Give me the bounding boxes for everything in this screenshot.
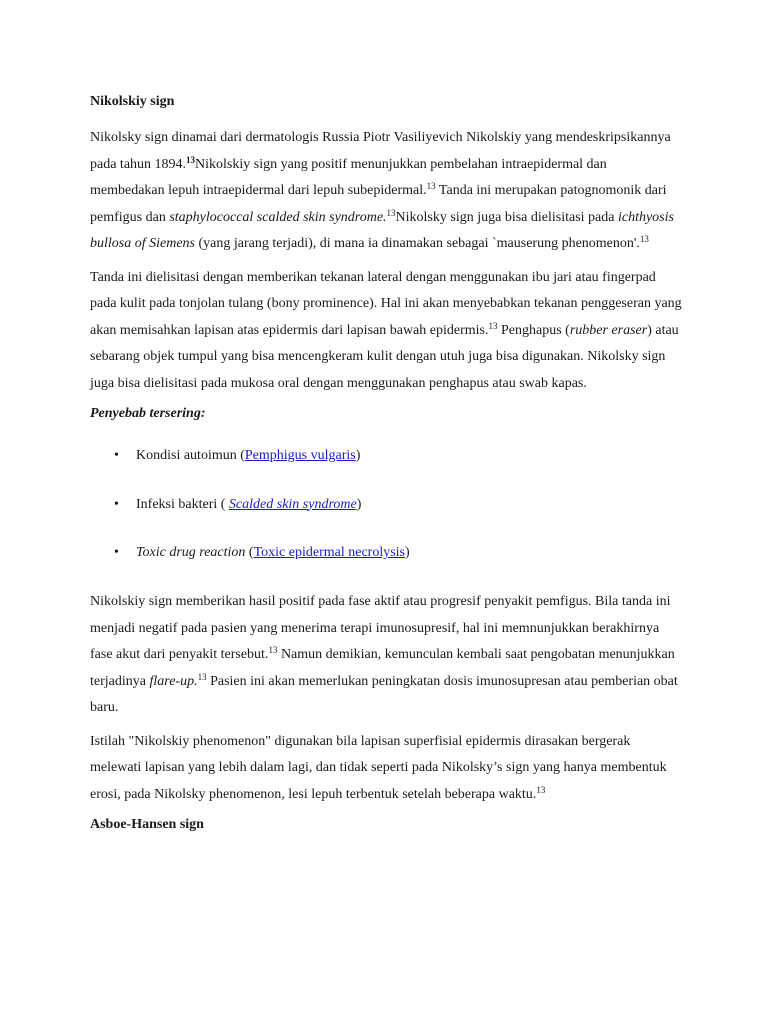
p3-text-2: Namun demikian, kemunculan kembali saat pengobatan menunjukkan terjadinya xyxy=(90,647,675,689)
p3-italic-term: flare-up. xyxy=(149,673,198,689)
cause-prefix: ( xyxy=(245,545,254,560)
p2-text-2: Penghapus ( xyxy=(497,322,570,338)
reference-superscript: 13 xyxy=(639,234,649,244)
p3-text-1: Nikolskiy sign memberikan hasil positif pada fase aktif atau progresif penyakit pemfigus. Bila tanda ini menjadi negatif pada pasien yang menerima terapi imunosupresif, hal ini memnunjukkan berakhirnya fase akut dari penyakit tersebut. xyxy=(90,594,671,662)
cause-prefix: Kondisi autoimun ( xyxy=(136,448,245,463)
reference-superscript: 13 xyxy=(268,645,278,655)
reference-superscript: 13 xyxy=(386,207,396,218)
paragraph-clinical-course xyxy=(90,589,682,722)
paragraph-technique xyxy=(90,265,682,398)
p1-text-4: Nikolsky sign juga bisa dielisitasi pada xyxy=(395,209,618,225)
section-heading-nikolskiy: Nikolskiy sign xyxy=(90,94,175,109)
cause-prefix: Infeksi bakteri ( xyxy=(136,496,229,512)
link-toxic-epidermal-necrolysis[interactable]: Toxic epidermal necrolysis xyxy=(253,545,405,560)
cause-suffix: ) xyxy=(355,448,361,463)
p1-text-5: (yang jarang terjadi), di mana ia dinamakan sebagai `mauserung phenomenon'. xyxy=(195,236,640,251)
p3-text-3: Pasien ini akan memerlukan peningkatan dosis imunosupresan atau pemberian obat baru. xyxy=(90,673,678,715)
paragraph-phenomenon xyxy=(90,729,682,809)
cause-suffix: ) xyxy=(405,545,410,560)
paragraph-origin xyxy=(90,125,682,258)
cause-italic-prefix: Toxic drug reaction xyxy=(136,545,246,560)
list-item xyxy=(90,446,682,466)
link-scalded-skin-syndrome[interactable]: Scalded skin syndrome xyxy=(228,496,357,512)
p1-italic-term-2: ichthyosis bullosa of Siemens xyxy=(90,209,674,251)
p1-italic-term-1: staphylococcal scalded skin syndrome. xyxy=(169,209,387,225)
reference-superscript: 13 xyxy=(186,154,196,165)
causes-list xyxy=(90,446,682,563)
link-pemphigus-vulgaris[interactable]: Pemphigus vulgaris xyxy=(244,448,356,463)
reference-superscript: 13 xyxy=(426,181,436,191)
reference-superscript: 13 xyxy=(536,784,546,795)
cause-suffix: ) xyxy=(356,496,362,512)
list-item xyxy=(90,495,682,515)
section-heading-asboe-hansen: Asboe-Hansen sign xyxy=(90,817,204,832)
list-item xyxy=(90,543,682,563)
reference-superscript: 13 xyxy=(488,320,498,331)
reference-superscript: 13 xyxy=(197,671,207,682)
bullet-icon: • xyxy=(114,448,119,463)
bullet-icon: • xyxy=(114,545,119,560)
p2-text-3: ) atau sebarang objek tumpul yang bisa mencengkeram kulit dengan utuh juga bisa digunakan. Nikolsky sign juga bisa dielisitasi pada mukosa oral dengan menggunakan penghapus atau swab kapas. xyxy=(90,322,679,391)
p1-text-3: Tanda ini merupakan patognomonik dari pemfigus dan xyxy=(90,183,667,225)
p2-text-1: Tanda ini dielisitasi dengan memberikan tekanan lateral dengan menggunakan ibu jari atau fingerpad pada kulit pada tonjolan tulang (bony prominence). Hal ini akan menyebabkan tekanan penggeseran yang akan memisahkan lapisan atas epidermis dari lapisan bawah epidermis. xyxy=(90,269,682,338)
p4-text-1: Istilah "Nikolskiy phenomenon" digunakan bila lapisan superfisial epidermis dirasakan bergerak melewati lapisan yang lebih dalam lagi, dan tidak seperti pada Nikolsky’s sign yang hanya membentuk erosi, pada Nikolsky phenomenon, lesi lepuh terbentuk setelah beberapa waktu. xyxy=(90,733,667,802)
p2-italic-term: rubber eraser xyxy=(569,322,648,338)
bullet-icon: • xyxy=(114,496,119,512)
p1-text-2: Nikolskiy sign yang positif menunjukkan pembelahan intraepidermal dan membedakan lepuh intraepidermal dari lepuh subepidermal. xyxy=(90,156,607,198)
causes-title: Penyebab tersering: xyxy=(90,406,206,421)
p1-text-1: Nikolsky sign dinamai dari dermatologis Russia Piotr Vasiliyevich Nikolskiy yang mendeskripsikannya pada tahun 1894. xyxy=(90,130,671,172)
